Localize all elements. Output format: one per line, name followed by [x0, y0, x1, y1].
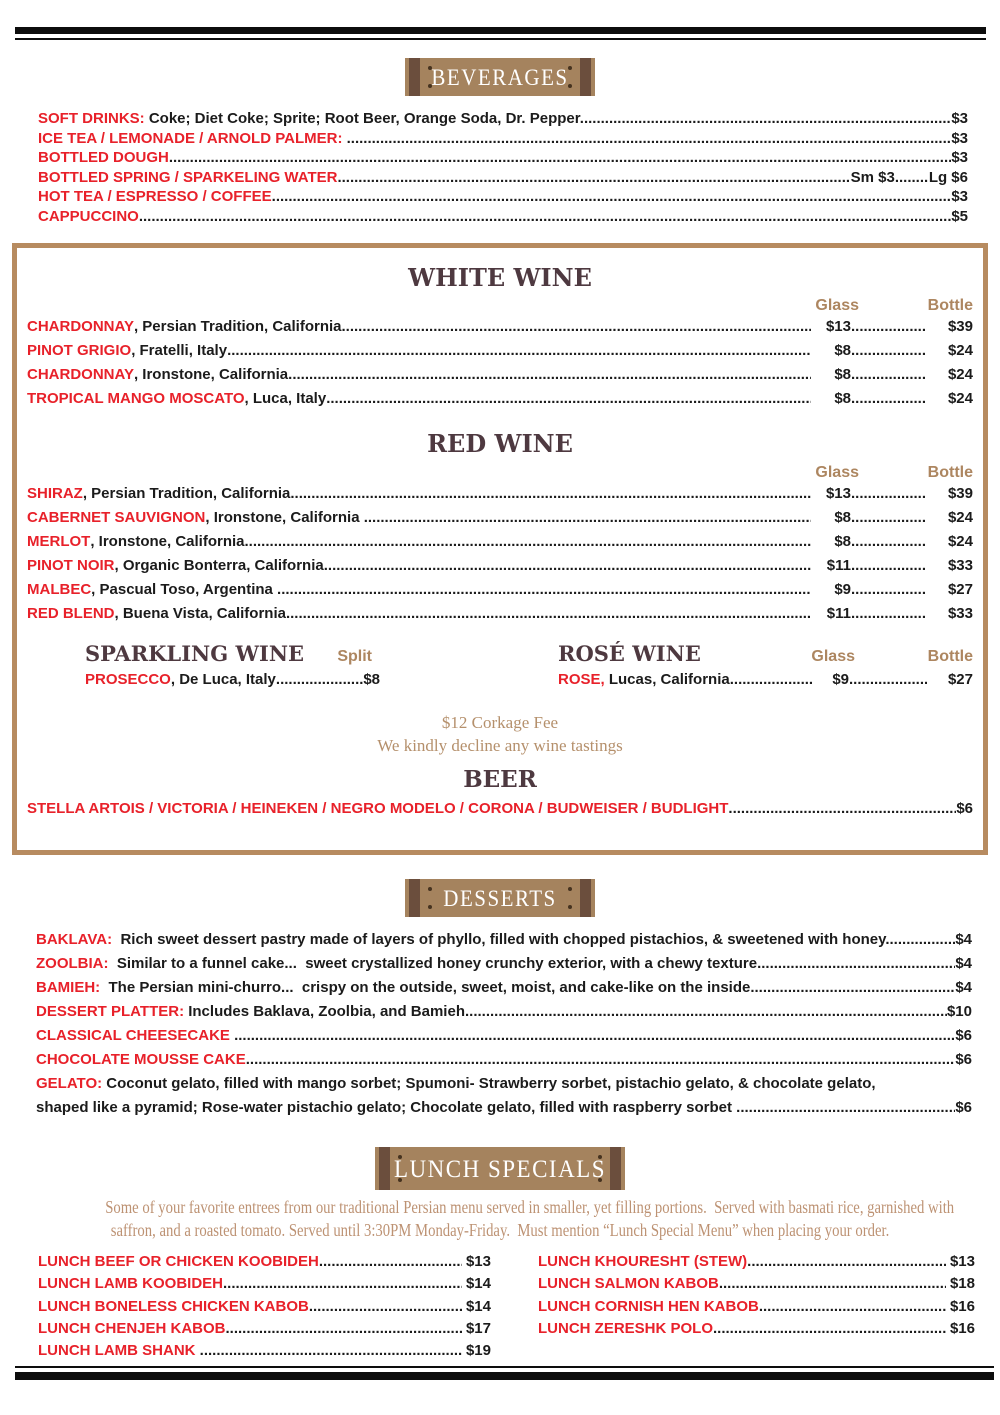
menu-item-row [38, 129, 968, 149]
item-price-bottle: $39 [947, 484, 973, 502]
item-desc: Includes Baklava, Zoolbia, and Bamieh [184, 1003, 465, 1020]
dots-leader [246, 1048, 956, 1072]
item-price: $19 [465, 1342, 491, 1360]
item-price-glass: $9 [834, 580, 851, 598]
dots-leader [851, 482, 927, 506]
note-line: saffron, and a roasted tomato. Served until 3:30PM Monday-Friday. Must mention “Lunch Special Menu” when placing your order. [110, 1220, 890, 1240]
menu-item-row [38, 168, 968, 188]
menu-item-row [27, 363, 973, 387]
dots-leader [757, 952, 955, 976]
item-price-bottle: $27 [947, 670, 973, 688]
item-price-bottle: $39 [947, 318, 973, 336]
nail-dot-icon [428, 905, 432, 909]
item-name: GELATO: [36, 1075, 103, 1092]
item-name: RED BLEND [27, 604, 115, 622]
menu-item-row [38, 187, 968, 207]
item-desc: Rich sweet dessert pastry made of layers of phyllo, filled with chopped pistachios, & sweetened with honey... [112, 931, 898, 948]
item-price: $3 [951, 188, 968, 206]
item-price-bottle: $24 [947, 532, 973, 550]
white-wine-title: WHITE WINE [408, 263, 592, 292]
item-desc: , Ironstone, California [133, 366, 289, 384]
item-name: CAPPUCCINO [38, 207, 139, 225]
item-name: CHARDONNAY [27, 318, 134, 336]
dots-leader [309, 1296, 462, 1318]
item-name: PINOT GRIGIO [27, 342, 132, 360]
item-price-glass: $8 [834, 342, 851, 360]
item-desc: , De Luca, Italy [170, 670, 276, 688]
menu-item-row [27, 506, 973, 530]
corkage-fee-line: $12 Corkage Fee [441, 712, 559, 732]
dots-leader [895, 168, 929, 188]
rose-wine-column [558, 642, 973, 691]
dots-leader [347, 129, 952, 149]
dots-leader [290, 482, 811, 506]
item-desc: , Ironstone, California [205, 508, 364, 526]
item-name: CHARDONNAY [27, 366, 134, 384]
red-wine-list [27, 482, 973, 626]
dots-leader [342, 315, 811, 339]
item-price: $18 [949, 1275, 975, 1293]
item-price-glass: $8 [834, 508, 851, 526]
item-desc: Coconut gelato, filled with mango sorbet; Spumoni- Strawberry sorbet, pistachio gelato, & chocolate gelato, [102, 1075, 876, 1092]
dots-leader [337, 168, 850, 188]
menu-item-row [36, 1000, 972, 1024]
menu-item-row-gelato-cont [36, 1096, 972, 1120]
glass-column-header: Glass [811, 647, 855, 665]
item-price-glass: $11 [826, 556, 851, 574]
dots-leader [276, 669, 363, 691]
dots-leader [849, 669, 927, 691]
item-price-bottle: $24 [947, 508, 973, 526]
menu-item-row [27, 799, 973, 819]
red-wine-title: RED WINE [427, 429, 573, 459]
item-price: $4 [955, 979, 972, 996]
item-price-glass: $8 [834, 390, 851, 408]
item-name: MALBEC [27, 580, 92, 598]
dots-leader [851, 315, 927, 339]
item-price-glass: $13 [825, 484, 851, 502]
item-price: $10 [946, 1003, 972, 1020]
item-price: $6 [955, 1027, 972, 1044]
divider-thin [15, 38, 986, 40]
item-price-glass: $8 [834, 532, 851, 550]
item-price: $16 [949, 1297, 975, 1315]
dots-leader [364, 506, 811, 530]
split-column-header: Split [337, 647, 372, 665]
menu-item-row [36, 928, 972, 952]
section-title: DESSERTS [443, 884, 557, 911]
divider-thick [15, 27, 986, 34]
dots-leader [851, 554, 927, 578]
item-price-glass: $9 [832, 670, 849, 688]
dots-leader [851, 602, 927, 626]
desserts-list [36, 928, 972, 1120]
menu-item-row [558, 669, 973, 691]
item-price: $13 [949, 1253, 975, 1270]
dots-leader [713, 1318, 946, 1340]
item-price: $4 [955, 931, 972, 948]
bottle-column-header: Bottle [927, 463, 973, 481]
dots-leader [730, 669, 813, 691]
wine-tasting-line: We kindly decline any wine tastings [377, 735, 623, 755]
menu-item-row [38, 207, 968, 227]
sign-end-cap [409, 58, 420, 96]
item-name: ZOOLBIA: [36, 955, 109, 972]
dots-leader [719, 1273, 946, 1295]
sign-end-cap [580, 58, 591, 96]
dots-leader [200, 1340, 462, 1362]
dots-leader [851, 578, 927, 602]
menu-item-row [538, 1296, 975, 1318]
dots-leader [288, 363, 811, 387]
dots-leader [223, 1273, 462, 1295]
dots-leader [851, 363, 927, 387]
beer-title: BEER [463, 765, 537, 793]
item-name: ICE TEA / LEMONADE / ARNOLD PALMER: [38, 129, 343, 147]
item-price: $4 [955, 955, 972, 972]
menu-item-row [538, 1273, 975, 1295]
item-desc: , Ironstone, California [90, 532, 245, 550]
menu-item-row [36, 1048, 972, 1072]
item-desc: , Organic Bonterra, California [114, 556, 324, 574]
item-price-bottle: $33 [947, 604, 973, 622]
item-price-bottle: $24 [947, 342, 973, 360]
menu-item-row [27, 482, 973, 506]
item-name: LUNCH KHOURESHT (STEW) [538, 1253, 748, 1270]
nail-dot-icon [428, 887, 432, 891]
note-line: Some of your favorite entrees from our traditional Persian menu served in smaller, yet filling portions. Served with basmati rice, garnished with [105, 1197, 955, 1217]
sign-end-cap [610, 1147, 621, 1190]
nail-dot-icon [568, 66, 572, 70]
menu-item-row [36, 952, 972, 976]
lunch-right-column [538, 1251, 975, 1362]
item-desc: The Persian mini-churro... crispy on the outside, sweet, moist, and cake-like on the inside [100, 979, 751, 996]
item-name: LUNCH BEEF OR CHICKEN KOOBIDEH [38, 1253, 319, 1270]
item-desc: , Persian Tradition, California [82, 484, 291, 502]
dots-leader [319, 1251, 462, 1273]
nail-dot-icon [568, 84, 572, 88]
rose-wine-title: ROSÉ WINE [558, 640, 701, 666]
item-name: CABERNET SAUVIGNON [27, 508, 206, 526]
sign-end-cap [580, 879, 591, 917]
item-price-glass: $8 [834, 366, 851, 384]
rose-wine-header [558, 642, 973, 666]
sign-end-cap [409, 879, 420, 917]
menu-item-row [38, 148, 968, 168]
item-desc: , Buena Vista, California [114, 604, 286, 622]
menu-item-row [38, 1273, 491, 1295]
menu-item-row [27, 530, 973, 554]
dots-leader [851, 387, 927, 411]
dots-leader [750, 976, 955, 1000]
wine-section-box [12, 243, 988, 855]
lunch-specials-sign [375, 1147, 625, 1190]
divider-thick [15, 1372, 994, 1380]
item-name: LUNCH CORNISH HEN KABOB [538, 1297, 759, 1315]
item-name: PINOT NOIR [27, 556, 115, 574]
menu-item-row [538, 1318, 975, 1340]
item-name: MERLOT [27, 532, 91, 550]
dots-leader [728, 799, 956, 819]
bottle-column-header: Bottle [927, 297, 973, 315]
white-wine-column-headers [27, 297, 973, 315]
dots-leader [465, 1000, 947, 1024]
menu-item-row [27, 602, 973, 626]
item-price: $14 [465, 1297, 491, 1315]
item-price: $6 [955, 1099, 972, 1116]
dots-leader [234, 1024, 955, 1048]
dots-leader [286, 602, 811, 626]
dots-leader [277, 578, 811, 602]
bottom-divider-rules [15, 1366, 994, 1380]
item-price: $17 [465, 1319, 491, 1337]
lunch-specials-note [30, 1196, 970, 1242]
top-divider-rules [15, 27, 986, 40]
section-title: LUNCH SPECIALS [393, 1153, 607, 1182]
dots-leader [227, 339, 811, 363]
item-name: STELLA ARTOIS / VICTORIA / HEINEKEN / NEGRO MODELO / CORONA / BUDWEISER / BUDLIGHT [27, 800, 729, 818]
beverages-sign [405, 58, 595, 96]
item-desc: Similar to a funnel cake... sweet crystallized honey crunchy exterior, with a chewy texture [108, 955, 758, 972]
item-price: $3 [951, 129, 968, 147]
item-name: LUNCH ZERESHK POLO [538, 1319, 714, 1337]
divider-thin [15, 1366, 994, 1368]
dots-leader [584, 109, 951, 129]
desserts-rows [36, 928, 972, 1072]
item-name: ROSE, [558, 670, 605, 688]
dots-leader [898, 928, 955, 952]
item-name: BAMIEH: [36, 979, 101, 996]
menu-item-row [38, 1340, 491, 1362]
dots-leader [139, 207, 951, 227]
dots-leader [736, 1096, 955, 1120]
section-title: BEVERAGES [431, 63, 569, 90]
bottle-column-header: Bottle [927, 647, 973, 665]
sparkling-wine-column [85, 642, 380, 691]
item-price-2: Lg $6 [928, 168, 968, 186]
item-price: $16 [949, 1319, 975, 1337]
item-desc: Coke; Diet Coke; Sprite; Root Beer, Orange Soda, Dr. Pepper. [144, 110, 584, 127]
item-price: $13 [465, 1253, 491, 1270]
item-price: $6 [956, 800, 973, 818]
menu-item-row [38, 1318, 491, 1340]
nail-dot-icon [568, 905, 572, 909]
menu-item-row [27, 387, 973, 411]
item-name: LUNCH CHENJEH KABOB [38, 1319, 226, 1337]
item-name: SHIRAZ [27, 484, 83, 502]
dots-leader [851, 506, 927, 530]
item-price-glass: $13 [825, 318, 851, 336]
glass-column-header: Glass [815, 297, 859, 315]
item-desc: , Persian Tradition, California [133, 318, 342, 336]
menu-item-row [27, 315, 973, 339]
menu-item-row [538, 1251, 975, 1273]
dots-leader [169, 148, 951, 168]
sparkling-wine-header [85, 642, 380, 666]
lunch-left-column [38, 1251, 491, 1362]
sparkling-and-rose-section [27, 642, 973, 691]
item-name: LUNCH LAMB KOOBIDEH [38, 1275, 223, 1293]
desserts-sign [405, 879, 595, 917]
sparkling-wine-title: SPARKLING WINE [85, 640, 305, 666]
item-price: Sm $3 [850, 168, 895, 186]
menu-item-row-gelato [36, 1072, 972, 1096]
item-name: CHOCOLATE MOUSSE CAKE [36, 1051, 246, 1068]
item-name: CLASSICAL CHEESECAKE [36, 1027, 230, 1044]
item-desc: shaped like a pyramid; Rose-water pistachio gelato; Chocolate gelato, filled with raspberry sorbet [36, 1099, 737, 1116]
item-price: $8 [363, 670, 380, 688]
sign-end-cap [379, 1147, 390, 1190]
item-name: PROSECCO [85, 670, 171, 688]
item-price-bottle: $33 [947, 556, 973, 574]
item-name: LUNCH SALMON KABOB [538, 1275, 719, 1293]
item-desc: , Fratelli, Italy [131, 342, 228, 360]
item-price-bottle: $24 [947, 366, 973, 384]
menu-item-row [27, 339, 973, 363]
item-desc: Lucas, California [604, 670, 730, 688]
item-price: $6 [955, 1051, 972, 1068]
item-price: $3 [951, 149, 968, 167]
item-name: DESSERT PLATTER: [36, 1003, 185, 1020]
item-price: $14 [465, 1275, 491, 1293]
lunch-specials-grid [38, 1251, 975, 1362]
item-desc: , Luca, Italy [244, 390, 327, 408]
dots-leader [272, 187, 952, 207]
item-name: TROPICAL MANGO MOSCATO [27, 390, 245, 408]
dots-leader [759, 1296, 946, 1318]
item-name: SOFT DRINKS: [38, 110, 145, 127]
nail-dot-icon [568, 887, 572, 891]
dots-leader [326, 387, 811, 411]
beverages-list [38, 109, 968, 227]
dots-leader [324, 554, 811, 578]
menu-item-row [36, 976, 972, 1000]
item-price-bottle: $27 [947, 580, 973, 598]
item-name: BOTTLED SPRING / SPARKELING WATER [38, 168, 338, 186]
dots-leader [851, 339, 927, 363]
item-price-bottle: $24 [947, 390, 973, 408]
item-name: LUNCH BONELESS CHICKEN KABOB [38, 1297, 309, 1315]
white-wine-list [27, 315, 973, 411]
menu-item-row [38, 1251, 491, 1273]
menu-item-row [85, 669, 380, 691]
dots-leader [245, 530, 811, 554]
menu-item-row [38, 109, 968, 129]
item-desc: , Pascual Toso, Argentina [91, 580, 278, 598]
dots-leader [226, 1318, 462, 1340]
dots-leader [851, 530, 927, 554]
item-name: BAKLAVA: [36, 931, 113, 948]
dots-leader [747, 1251, 946, 1273]
menu-item-row [38, 1296, 491, 1318]
menu-item-row [27, 554, 973, 578]
item-name: LUNCH LAMB SHANK [38, 1342, 200, 1360]
item-name: HOT TEA / ESPRESSO / COFFEE [38, 188, 272, 206]
item-price: $3 [951, 110, 968, 127]
item-price-glass: $11 [826, 604, 851, 622]
item-name: BOTTLED DOUGH [38, 149, 169, 167]
menu-item-row [36, 1024, 972, 1048]
glass-column-header: Glass [815, 463, 859, 481]
menu-item-row [27, 578, 973, 602]
corkage-note [27, 711, 973, 757]
item-price: $5 [951, 207, 968, 225]
red-wine-column-headers [27, 464, 973, 482]
